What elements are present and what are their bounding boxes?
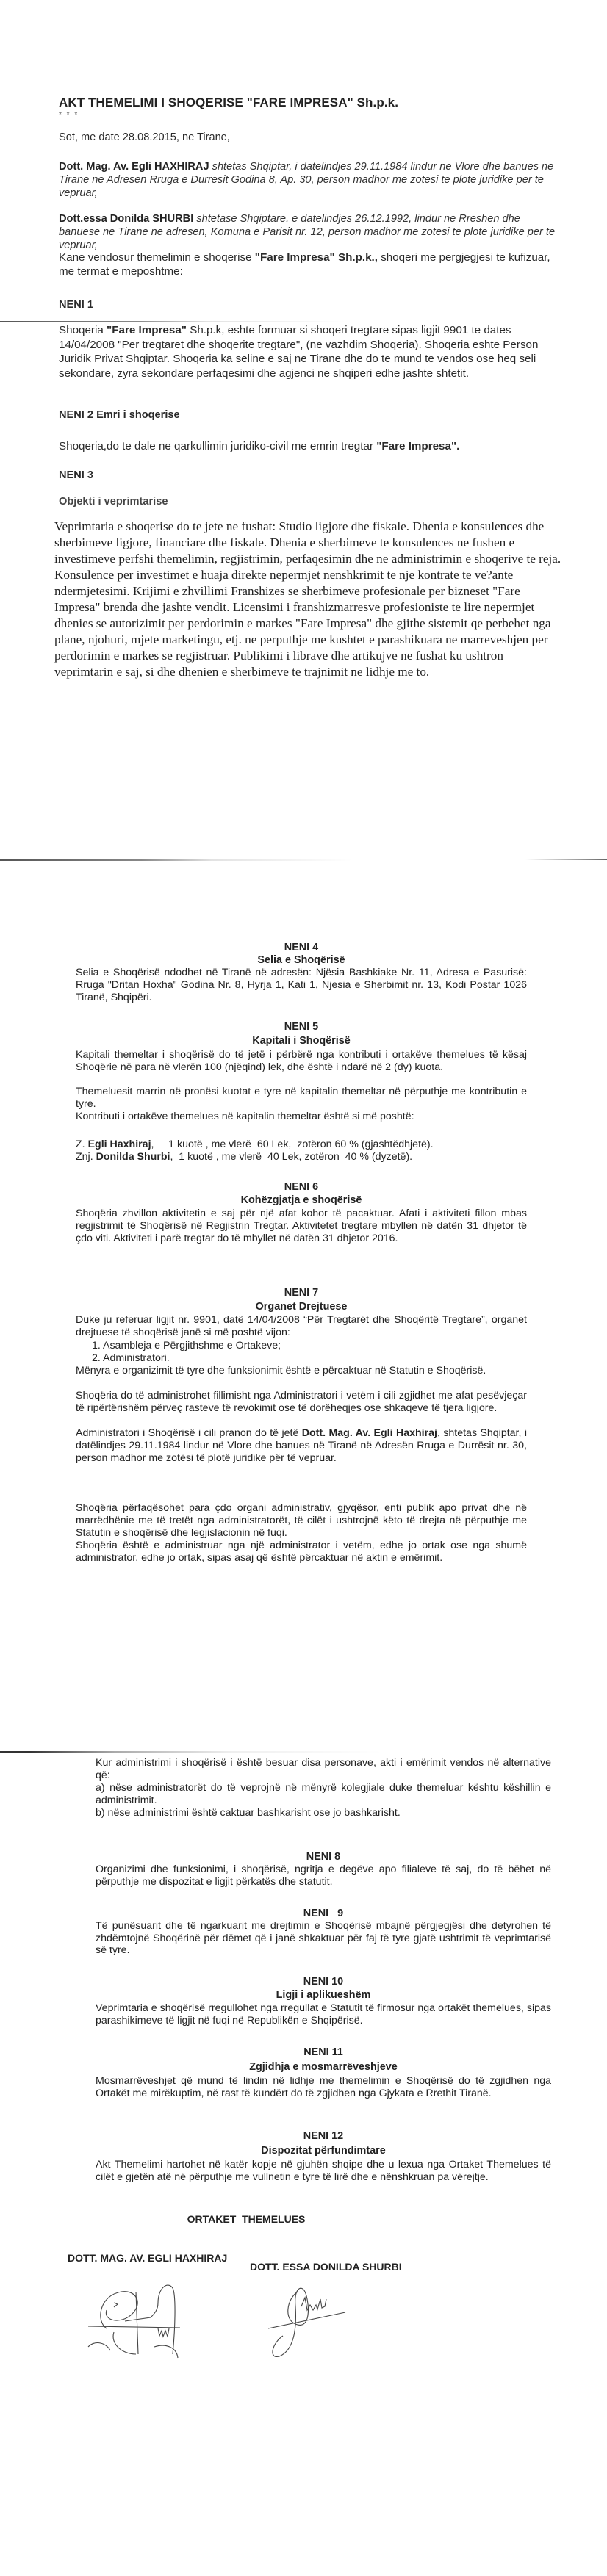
neni-7-text-4: Shoqëria përfaqësohet para çdo organi administrativ, gjyqësor, enti publik apo privat dhe në marrëdhënie me të tretët nga administratorët, të cilët i ushtrojnë këto të drejta në përputhje me Statutin e shoqërisë dhe legjislacionin në fuqi.: [76, 1502, 527, 1539]
neni-9-text: Të punësuarit dhe të ngarkuarit me drejtimin e Shoqërisë mbajnë përgjegjësi dhe detyrohen të zhdëmtojnë Shoqërinë për dëmet që i janë shkaktuar për faj të tyre gjatë ushtrimit të veprimtarisë së tyre.: [96, 1920, 551, 1956]
signatory-1-name: DOTT. MAG. AV. EGLI HAXHIRAJ: [68, 2252, 228, 2264]
neni-11-text: Mosmarrëveshjet që mund të lindin në lidhje me themelimin e Shoqërisë do të zgjidhen nga Ortakët me mirëkuptim, në rast të kundërt do të zgjidhen nga Gjykata e Rrethit Tiranë.: [96, 2075, 551, 2099]
date-line: Sot, me date 28.08.2015, ne Tirane,: [59, 131, 230, 143]
neni-8-text: Organizimi dhe funksionimi, i shoqërisë, ngritja e degëve apo filialeve të saj, do të bëhet në përputhje me dispozitat e ligjit përkatës dhe statutit.: [96, 1864, 551, 1888]
share-prefix: Znj.: [76, 1151, 96, 1163]
neni-10-title: Ligji i aplikueshëm: [276, 1989, 371, 2001]
shareholder-name: Egli Haxhiraj: [87, 1139, 151, 1150]
page-break-line: [0, 1751, 382, 1753]
administration-option-b: b) nëse administrimi është caktuar bashkarisht ose jo bashkarisht.: [96, 1807, 401, 1819]
founder-1-details: shtetas Shqiptar, i datelindjes 29.11.1984 lindur ne Vlore dhe banues ne Tirane ne Adresen Rruga e Durresit Godina 8, Ap. 30, person madhor me zotesi te plote juridike per te vepruar,: [59, 161, 554, 199]
neni-12-title: Dispozitat përfundimtare: [261, 2145, 386, 2157]
neni-5-text-2: Themeluesit marrin në pronësi kuotat e tyre në kapitalin themeltar në përputhje me kontributin e tyre.: [76, 1086, 527, 1110]
neni-5-text-1: Kapitali themeltar i shoqërisë do të jetë i përbërë nga kontributi i ortakëve themelues të kësaj Shoqërie në para në vlerën 100 (njëqind) lek, dhe është i ndarë në 2 (dy) kuota.: [76, 1049, 527, 1073]
list-item: 2. Administratori.: [92, 1352, 170, 1364]
signatures-heading: ORTAKET THEMELUES: [187, 2213, 306, 2225]
founder-2-details: shtetase Shqiptare, e datelindjes 26.12.1992, lindur ne Rreshen dhe banuese ne Tirane ne adresen, Komuna e Parisit nr. 12, person madhor me zotesi te plote juridike per te vepruar,: [59, 213, 556, 251]
neni-4-text: Selia e Shoqërisë ndodhet në Tiranë në adresën: Njësia Bashkiake Nr. 11, Adresa e Pasurisë: Rruga "Dritan Hoxha" Godina Nr. 8, Hyrja 1, Kati 1, Njesia e Sherbimit nr. 13, Kodi Postar 1026 Tiranë, Shqipëri.: [76, 967, 527, 1003]
administration-text-1: Kur administrimi i shoqërisë i është besuar disa personave, akti i emërimit vendos në alternative që:: [96, 1757, 551, 1781]
company-name: "Fare Impresa" Sh.p.k.,: [254, 251, 378, 264]
page-break-line-right: [525, 859, 607, 860]
page-break-line: [0, 859, 353, 861]
administration-option-a: a) nëse administratorët do të veprojnë në mënyrë kolegjiale duke themeluar kështu këshillin e administrimit.: [96, 1782, 551, 1806]
founder-2-paragraph: [59, 212, 558, 252]
neni-5-title: Kapitali i Shoqërisë: [252, 1035, 351, 1047]
decision-text-end: shoqeri me pergjegjesi te kufizuar, me termat e meposhtme:: [59, 251, 550, 278]
neni-1-heading: NENI 1: [59, 299, 94, 311]
neni-7-list: [76, 1340, 527, 1365]
neni-2-text-start: Shoqeria,do te dale ne qarkullimin juridiko-civil me emrin tregtar: [59, 440, 377, 452]
founder-1-paragraph: [59, 160, 558, 200]
neni-10-heading: NENI 10: [303, 1976, 344, 1988]
neni-5-text-3: Kontributi i ortakëve themelues në kapitalin themeltar është si më poshtë:: [76, 1111, 414, 1122]
neni-6-heading: NENI 6: [284, 1181, 319, 1193]
founder-2-name: Dott.essa Donilda SHURBI: [59, 213, 194, 225]
decision-paragraph: [59, 250, 558, 278]
share-details: , 1 kuotë , me vlerë 40 Lek, zotëron 40 % (dyzetë).: [170, 1151, 413, 1163]
decision-text: Kane vendosur themelimin e shoqerise: [59, 251, 255, 264]
neni-3-heading: NENI 3: [59, 469, 94, 481]
share-row-2: [76, 1151, 527, 1163]
neni-1-text-start: Shoqeria: [59, 324, 107, 336]
signature-1: [81, 2273, 191, 2362]
neni-7-heading: NENI 7: [284, 1287, 319, 1299]
founder-1-name: Dott. Mag. Av. Egli HAXHIRAJ: [59, 161, 209, 173]
neni-11-heading: NENI 11: [304, 2046, 343, 2058]
neni-3-text: Veprimtaria e shoqerise do te jete ne fushat: Studio ligjore dhe fiskale. Dhenia e konsulences dhe sherbimeve ligjore, financiare dhe fiskale. Dhenia e sherbimeve te konsulences ne fushen e investimeve perfshi themelimin, regjistrimin, perfaqesimin dhe ne administrimin e shoqerive te reja. Konsulence per investimet e huaja direkte nepermjet nenshkrimit te nje kontrate te ve?ante ndermjetesimi. Krijimi e zhvillimi Franshizes se sherbimeve profesionale per bizneset "Fare Impresa" brenda dhe jashte vendit. Licensimi i franshizmarresve profesioniste te lire nepermjet dhenies se autorizimit per perdorimin e markes "Fare Impresa" dhe gjithe sistemit qe perbehet nga plane, njohuri, mjete marketingu, etj. ne perputhje me kushtet e parashikuara ne marreveshjen per perdorimin e markes se regjistruar. Publikimi i librave dhe artikujve ne fushat ku ushtron veprimtarin e saj, si dhe dhenien e sherbimeve te trajnimit ne lidhje me to.: [54, 519, 561, 679]
signature-2: [265, 2277, 353, 2365]
neni-6-text: Shoqëria zhvillon aktivitetin e saj për një afat kohor të pacaktuar. Afati i aktiviteti fillon mbas regjistrimit të Shoqërisë në Regjistrin Tregtar. Aktivitetet tregtare mbyllen në datën 31 dhjetor të çdo viti. Aktiviteti i parë tregtar do të mbyllet në datën 31 dhjetor 2016.: [76, 1208, 527, 1244]
neni-8-heading: NENI 8: [306, 1851, 341, 1863]
neni-4-heading: NENI 4: [284, 942, 319, 953]
neni-7-title: Organet Drejtuese: [255, 1301, 348, 1313]
shareholder-name: Donilda Shurbi: [96, 1151, 170, 1163]
share-prefix: Z.: [76, 1139, 88, 1150]
administrator-name: Dott. Mag. Av. Egli Haxhiraj: [301, 1427, 437, 1439]
scan-artifact-line: [0, 321, 345, 322]
neni-7-text-3: [76, 1427, 527, 1464]
neni-10-text: Veprimtaria e shoqërisë rregullohet nga rregullat e Statutit të firmosur nga ortakët themelues, sipas parashikimeve të ligjit në fuqi në Republikën e Shqipërisë.: [96, 2002, 551, 2027]
neni-12-heading: NENI 12: [303, 2130, 344, 2142]
neni-7-intro: Duke ju referuar ligjit nr. 9901, datë 14/04/2008 “Për Tregtarët dhe Shoqëritë Tregtare”, organet drejtuese të shoqërisë janë si më poshtë vijon:: [76, 1314, 527, 1338]
neni-3-subheading: Objekti i veprimtarise: [59, 496, 168, 508]
neni-7-text-5: Shoqëria është e administruar nga një administrator i vetëm, edhe jo ortak ose nga shumë administrator, edhe jo ortak, sipas asaj që është përcaktuar në aktin e emërimit.: [76, 1540, 527, 1564]
neni-6-title: Kohëzgjatja e shoqërisë: [240, 1194, 362, 1206]
administrator-details: , shtetas Shqiptar, i datëlindjes 29.11.1984 lindur në Vlore dhe banues në Tiranë në Adresën Rruga e Durrësit nr. 30, person madhor me zotësi të plotë juridike për të vepruar.: [76, 1427, 527, 1464]
document-title: AKT THEMELIMI I SHOQERISE "FARE IMPRESA" Sh.p.k.: [59, 95, 399, 109]
title-ornament: * * *: [59, 111, 79, 119]
share-details: , 1 kuotë , me vlerë 60 Lek, zotëron 60 % (gjashtëdhjetë).: [151, 1139, 434, 1150]
neni-2-heading: NENI 2 Emri i shoqerise: [59, 409, 180, 421]
company-name: "Fare Impresa".: [376, 440, 460, 452]
neni-4-title: Selia e Shoqërisë: [257, 954, 345, 966]
neni-1-text-rest: Sh.p.k, eshte formuar si shoqeri tregtare sipas ligjit 9901 te dates 14/04/2008 "Per tregtaret dhe shoqerite tregtare", (ne vazhdim Shoqeria). Shoqeria eshte Person Juridik Privat Shqiptar. Shoqeria ka seline e saj ne Tirane dhe do te mund te vendos ose heq seli sekondare, zyra sekondare perfaqesimi dhe agjenci ne shqiperi edhe jashte shtetit.: [59, 324, 539, 380]
signatory-2-name: DOTT. ESSA DONILDA SHURBI: [250, 2261, 402, 2273]
neni-9-heading: NENI 9: [303, 1908, 344, 1919]
neni-12-text: Akt Themelimi hartohet në katër kopje në gjuhën shqipe dhe u lexua nga Ortaket Themelues të cilët e gjetën atë në përputhje me vullnetin e tyre të lirë dhe e nënshkruan pa vërejtje.: [96, 2159, 551, 2183]
neni-7-text-2: Shoqëria do të administrohet fillimisht nga Administratori i vetëm i cili zgjidhet me afat pesëvjeçar të ripërtërishëm përveç rasteve të revokimit ose të dorëheqjes ose shkaqeve të tjera ligjore.: [76, 1390, 527, 1414]
neni-11-title: Zgjidhja e mosmarrëveshjeve: [249, 2061, 398, 2073]
neni-5-heading: NENI 5: [284, 1021, 319, 1033]
neni-2-text: [59, 440, 558, 453]
list-item: 1. Asambleja e Përgjithshme e Ortakeve;: [92, 1340, 281, 1352]
share-row-1: [76, 1139, 527, 1151]
company-name: "Fare Impresa": [107, 324, 187, 336]
neni-1-text: [59, 323, 558, 380]
neni-7-text-1: Mënyra e organizimit të tyre dhe funksionimit është e përcaktuar në Statutin e Shoqërisë.: [76, 1365, 486, 1377]
administrator-text: Administratori i Shoqërisë i cili pranon do të jetë: [76, 1427, 302, 1439]
